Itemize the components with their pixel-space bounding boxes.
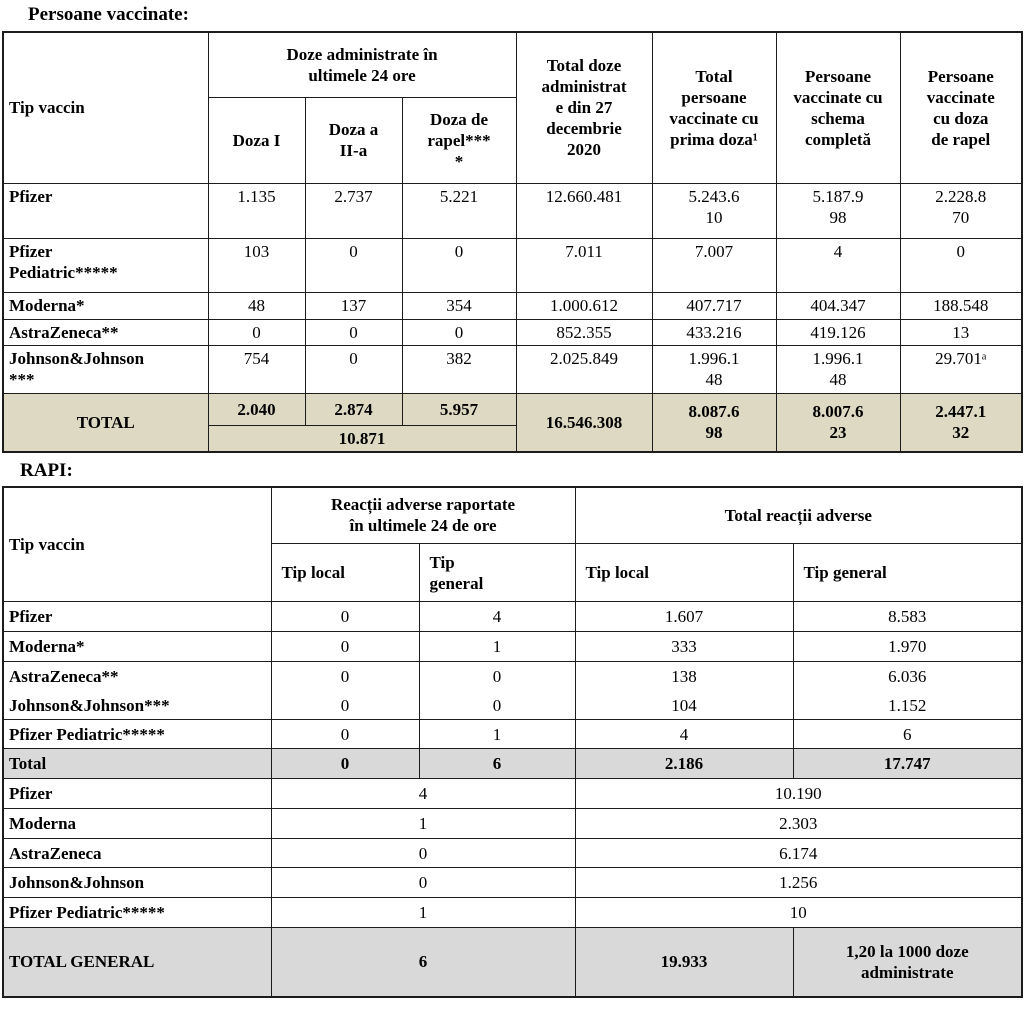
header-doza-1: Doza I — [208, 97, 305, 183]
value-text: 433.216 — [686, 322, 742, 342]
table-row-johnson — [3, 345, 1022, 393]
value-cell: 754 — [208, 345, 305, 393]
value-text: 2.025.849 — [550, 348, 619, 368]
value-cell — [900, 183, 1022, 238]
header-text: Reacții adverse raportate în ultimele 24 de ore — [330, 495, 516, 536]
value-cell: 1.256 — [575, 868, 1022, 898]
vaccine-name: Johnson&Johnson*** — [9, 348, 145, 389]
table-row-pfizer — [3, 183, 1022, 238]
persoane-vaccinate-table — [2, 31, 1023, 453]
value-cell: 1.135 — [208, 183, 305, 238]
table-row-pfizer-pediatric — [3, 238, 1022, 292]
value-text: 29.701ᵃ — [935, 348, 987, 368]
value-text: 7.007 — [694, 241, 734, 261]
value-cell: 333 — [575, 632, 793, 662]
value-cell: 0 — [305, 319, 402, 345]
value-cell — [516, 238, 652, 292]
value-text: 5.243.610 — [688, 186, 740, 227]
vaccine-name-cell: Pfizer Pediatric***** — [3, 898, 271, 928]
summary-row-pfizer-pediatric — [3, 898, 1022, 928]
value-cell: 354 — [402, 292, 516, 319]
value-cell: 0 — [402, 238, 516, 292]
header-text: Persoane vaccinate cu schema completă — [793, 66, 883, 149]
value-cell: 1.970 — [793, 632, 1022, 662]
value-cell: 1 — [271, 809, 575, 839]
total-24h-sum-cell: 10.871 — [208, 425, 516, 452]
header-doza-rapel-persoane — [900, 32, 1022, 183]
value-cell — [516, 345, 652, 393]
header-tip-vaccin: Tip vaccin — [3, 32, 208, 183]
value-cell: 0 — [271, 602, 419, 632]
value-text: 1.996.148 — [812, 348, 864, 389]
header-tip-general-24h — [419, 544, 575, 602]
vaccine-name-cell: Pfizer — [3, 602, 271, 632]
value-text: 12.660.481 — [545, 186, 623, 206]
value-cell: 5.221 — [402, 183, 516, 238]
header-doza-rapel — [402, 97, 516, 183]
value-cell — [900, 292, 1022, 319]
value-cell: 6 — [793, 720, 1022, 749]
value-text: 404.347 — [810, 295, 866, 315]
header-text: Doza a II-a — [328, 120, 379, 160]
total-row — [3, 393, 1022, 425]
header-total-doze — [516, 32, 652, 183]
value-text: 16.546.308 — [545, 412, 623, 432]
header-total-reactii-group: Total reacții adverse — [575, 487, 1022, 544]
vaccine-name-cell: Johnson&Johnson*** — [3, 692, 271, 720]
vaccine-name-cell: Pfizer — [3, 779, 271, 809]
total-general-label-cell: TOTAL GENERAL — [3, 928, 271, 997]
value-cell: 1 — [271, 898, 575, 928]
value-cell: 0 — [419, 692, 575, 720]
value-cell: 4 — [419, 602, 575, 632]
value-cell: 0 — [305, 345, 402, 393]
header-total-prima-doza — [652, 32, 776, 183]
header-text: Tip general — [429, 552, 484, 593]
value-cell — [900, 238, 1022, 292]
header-tip-vaccin: Tip vaccin — [3, 487, 271, 602]
rate-text: 1,20 la 1000 doze administrate — [845, 941, 969, 982]
subtotal-value-cell: 17.747 — [793, 749, 1022, 779]
table-row-astrazeneca — [3, 319, 1022, 345]
table-row-johnson — [3, 692, 1022, 720]
value-cell — [900, 319, 1022, 345]
vaccine-name: AstraZeneca** — [9, 322, 119, 342]
header-tip-local-total: Tip local — [575, 544, 793, 602]
value-cell: 138 — [575, 662, 793, 692]
value-cell: 4 — [575, 720, 793, 749]
header-doza-2 — [305, 97, 402, 183]
vaccine-name-cell — [3, 292, 208, 319]
vaccine-name-cell: Pfizer Pediatric***** — [3, 720, 271, 749]
value-cell: 0 — [402, 319, 516, 345]
value-cell: 0 — [208, 319, 305, 345]
table-row-astrazeneca — [3, 662, 1022, 692]
header-text: Total doze administrate din 27 decembrie 2020 — [541, 56, 627, 160]
vaccine-name-cell — [3, 183, 208, 238]
value-text: 8.087.698 — [688, 402, 740, 442]
total-value-cell — [516, 393, 652, 452]
subtotal-value-cell: 2.186 — [575, 749, 793, 779]
value-cell: 0 — [305, 238, 402, 292]
value-cell — [516, 292, 652, 319]
value-text: 4 — [833, 241, 843, 261]
total-value-cell: 2.040 — [208, 393, 305, 425]
value-cell — [776, 319, 900, 345]
value-cell: 0 — [271, 868, 575, 898]
vaccine-name-cell: Moderna — [3, 809, 271, 839]
header-tip-local-24h: Tip local — [271, 544, 419, 602]
total-value-cell — [776, 393, 900, 452]
header-text: Persoane vaccinate cu doza de rapel — [926, 66, 995, 149]
vaccine-name: Pfizer — [9, 186, 53, 206]
summary-row-johnson — [3, 868, 1022, 898]
vaccine-name: Moderna* — [9, 295, 85, 315]
value-cell: 2.737 — [305, 183, 402, 238]
value-text: 1.000.612 — [550, 295, 619, 315]
value-cell: 382 — [402, 345, 516, 393]
value-cell — [776, 292, 900, 319]
value-text: 8.007.623 — [812, 402, 864, 442]
vaccine-name-cell — [3, 345, 208, 393]
table-row-moderna — [3, 632, 1022, 662]
total-general-local-cell: 19.933 — [575, 928, 793, 997]
header-reactii-24h-group — [271, 487, 575, 544]
value-cell: 10.190 — [575, 779, 1022, 809]
value-text: 852.355 — [556, 322, 612, 342]
value-text: 7.011 — [565, 241, 603, 261]
value-cell: 6.174 — [575, 839, 1022, 868]
value-cell: 0 — [271, 662, 419, 692]
subtotal-value-cell: 6 — [419, 749, 575, 779]
value-text: 5.187.998 — [812, 186, 864, 227]
value-cell: 0 — [271, 839, 575, 868]
header-tip-general-total: Tip general — [793, 544, 1022, 602]
table-header-row — [3, 487, 1022, 544]
vaccine-name-cell: AstraZeneca** — [3, 662, 271, 692]
value-cell — [516, 183, 652, 238]
header-text: Doza de rapel**** — [427, 109, 491, 171]
value-cell — [516, 319, 652, 345]
value-cell: 2.303 — [575, 809, 1022, 839]
value-text: 2.228.870 — [935, 186, 987, 227]
vaccine-name-cell — [3, 319, 208, 345]
value-cell: 103 — [208, 238, 305, 292]
value-cell: 0 — [271, 692, 419, 720]
header-schema-completa — [776, 32, 900, 183]
value-cell: 48 — [208, 292, 305, 319]
subtotal-value-cell: 0 — [271, 749, 419, 779]
value-text: 0 — [956, 241, 966, 261]
value-cell: 1.152 — [793, 692, 1022, 720]
value-cell — [652, 292, 776, 319]
header-text: Total persoane vaccinate cu prima doza¹ — [669, 66, 759, 149]
vaccine-name-cell: Moderna* — [3, 632, 271, 662]
value-cell: 0 — [271, 720, 419, 749]
value-cell: 1 — [419, 632, 575, 662]
value-cell — [900, 345, 1022, 393]
section2-title: RAPI: — [20, 459, 73, 481]
total-value-cell: 5.957 — [402, 393, 516, 425]
total-label-cell: TOTAL — [3, 393, 208, 452]
table-row-moderna — [3, 292, 1022, 319]
value-cell — [652, 238, 776, 292]
value-cell — [652, 319, 776, 345]
table-header-row — [3, 32, 1022, 97]
table-row-pfizer — [3, 602, 1022, 632]
section1-title: Persoane vaccinate: — [28, 4, 189, 25]
summary-row-moderna — [3, 809, 1022, 839]
total-general-row — [3, 928, 1022, 997]
total-value-cell — [900, 393, 1022, 452]
value-cell — [652, 345, 776, 393]
summary-row-pfizer — [3, 779, 1022, 809]
value-cell: 104 — [575, 692, 793, 720]
value-text: 188.548 — [933, 295, 989, 315]
total-general-24h-cell: 6 — [271, 928, 575, 997]
total-value-cell: 2.874 — [305, 393, 402, 425]
subtotal-label-cell: Total — [3, 749, 271, 779]
header-doze-24h-group — [208, 32, 516, 97]
vaccine-name-cell — [3, 238, 208, 292]
summary-row-astrazeneca — [3, 839, 1022, 868]
value-cell: 0 — [271, 632, 419, 662]
vaccine-name: Pfizer Pediatric***** — [9, 241, 118, 282]
header-text: Doze administrate în ultimele 24 ore — [286, 44, 438, 85]
rapi-table — [2, 486, 1023, 998]
value-cell: 1 — [419, 720, 575, 749]
value-cell: 137 — [305, 292, 402, 319]
value-cell: 0 — [419, 662, 575, 692]
value-cell: 6.036 — [793, 662, 1022, 692]
total-value-cell — [652, 393, 776, 452]
value-cell: 8.583 — [793, 602, 1022, 632]
vaccine-name-cell: Johnson&Johnson — [3, 868, 271, 898]
subtotal-row — [3, 749, 1022, 779]
value-cell — [776, 238, 900, 292]
value-cell: 10 — [575, 898, 1022, 928]
value-text: 1.996.148 — [688, 348, 740, 389]
value-text: 419.126 — [810, 322, 866, 342]
value-text: 407.717 — [686, 295, 742, 315]
value-cell — [776, 345, 900, 393]
value-cell — [776, 183, 900, 238]
value-cell — [652, 183, 776, 238]
value-cell: 4 — [271, 779, 575, 809]
total-general-rate-cell — [793, 928, 1022, 997]
value-cell: 1.607 — [575, 602, 793, 632]
vaccination-report — [0, 4, 1024, 998]
value-text: 2.447.132 — [935, 402, 987, 442]
table-row-pfizer-pediatric — [3, 720, 1022, 749]
value-text: 13 — [952, 322, 970, 342]
vaccine-name-cell: AstraZeneca — [3, 839, 271, 868]
